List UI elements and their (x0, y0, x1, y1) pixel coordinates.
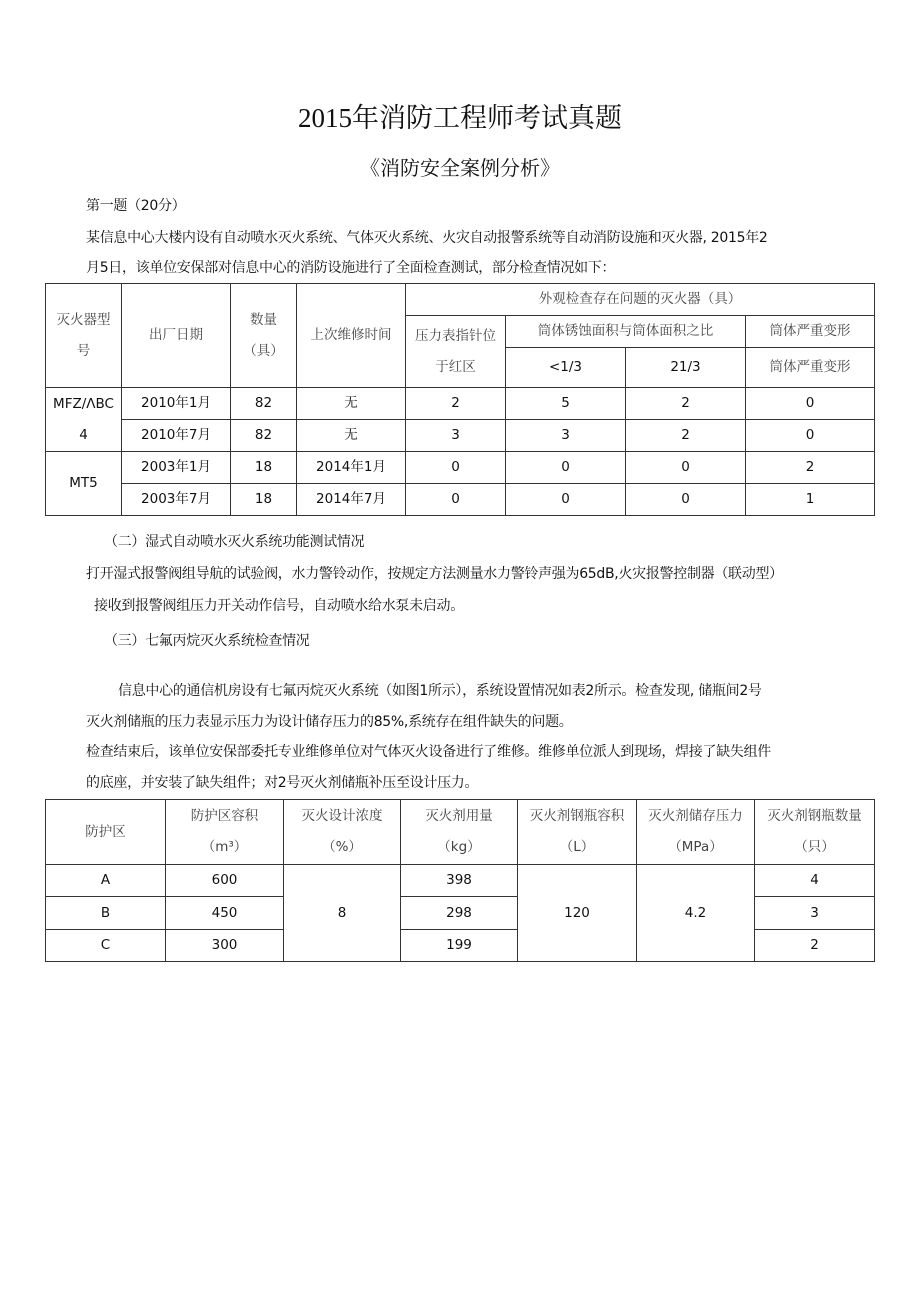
header-zone: 防护区 (46, 800, 166, 865)
table-row (46, 484, 875, 516)
header-line2: （%） (322, 839, 362, 855)
agent-cell: 398 (401, 865, 518, 897)
header-line1: 灭火剂用量 (425, 808, 493, 824)
header-model-line1: 灭火器型 (56, 311, 111, 328)
header-rust-lt: <1/3 (506, 348, 626, 388)
intro-paragraph-line-1: 某信息中心大楼内设有自动喷水灭火系统、气体灭火系统、火灾自动报警系统等自动消防设施和灭火器, 2015年2 (86, 230, 768, 246)
header-design-concentration (284, 800, 401, 865)
header-line1: 灭火剂储存压力 (648, 808, 743, 824)
header-deformation-sub: 筒体严重变形 (746, 348, 875, 388)
bottle-count-cell: 2 (755, 930, 875, 962)
model-line1: MFZ/ΛBC (53, 395, 114, 412)
rust-ge-cell: 2 (626, 388, 746, 420)
section2-line-1: 打开湿式报警阀组导航的试验阀，水力警铃动作，按规定方法测量水力警铃声强为65dB,火灾报警控制器（联动型） (86, 566, 783, 582)
maint-cell: 2014年1月 (297, 452, 406, 484)
header-rust-ratio-group: 筒体锈蚀面积与筒体面积之比 (506, 316, 746, 348)
header-deformation: 筒体严重变形 (746, 316, 875, 348)
qty-cell: 82 (231, 420, 297, 452)
rust-ge-cell: 0 (626, 484, 746, 516)
zone-cell: C (46, 930, 166, 962)
agent-cell: 199 (401, 930, 518, 962)
storage-pressure-cell: 4.2 (637, 865, 755, 962)
pressure-cell: 2 (406, 388, 506, 420)
heptafluoropropane-system-table (45, 799, 875, 962)
zone-cell: B (46, 897, 166, 930)
deform-cell: 0 (746, 420, 875, 452)
header-line2: （MPa） (668, 839, 723, 855)
rust-lt-cell: 0 (506, 452, 626, 484)
header-visual-inspection-group: 外观检查存在问题的灭火器（具） (406, 284, 875, 316)
table-row (46, 420, 875, 452)
qty-cell: 18 (231, 452, 297, 484)
header-pressure-line2: 于红区 (435, 358, 476, 375)
document-subtitle: 《消防安全案例分析》 (360, 158, 560, 180)
section3-line-1: 信息中心的通信机房设有七氟丙烷灭火系统（如图1所示），系统设置情况如表2所示。检查发现, 储瓶间2号 (118, 683, 762, 699)
concentration-cell: 8 (284, 865, 401, 962)
rust-lt-cell: 3 (506, 420, 626, 452)
date-cell: 2003年1月 (122, 452, 231, 484)
bottle-count-cell: 3 (755, 897, 875, 930)
model-cell (46, 388, 122, 452)
deform-cell: 1 (746, 484, 875, 516)
deform-cell: 2 (746, 452, 875, 484)
bottle-volume-cell: 120 (518, 865, 637, 962)
section3-line-2: 灭火剂储瓶的压力表显示压力为设计储存压力的85%,系统存在组件缺失的问题。 (86, 714, 573, 730)
volume-cell: 450 (166, 897, 284, 930)
maint-cell: 无 (297, 420, 406, 452)
header-agent-amount (401, 800, 518, 865)
header-storage-pressure (637, 800, 755, 865)
qty-cell: 18 (231, 484, 297, 516)
model-line2: 4 (79, 426, 88, 443)
header-quantity-line1: 数量 (250, 311, 277, 328)
volume-cell: 600 (166, 865, 284, 897)
header-line1: 灭火设计浓度 (301, 808, 383, 824)
table-row (46, 865, 875, 897)
header-manufacture-date: 出厂日期 (122, 284, 231, 388)
header-line2: （L） (559, 839, 595, 855)
header-zone-volume (166, 800, 284, 865)
maint-cell: 2014年7月 (297, 484, 406, 516)
pressure-cell: 3 (406, 420, 506, 452)
date-cell: 2010年7月 (122, 420, 231, 452)
header-line1: 防护区容积 (190, 808, 259, 824)
deform-cell: 0 (746, 388, 875, 420)
header-model (46, 284, 122, 388)
header-line1: 灭火剂钢瓶数量 (767, 808, 862, 824)
header-bottle-volume (518, 800, 637, 865)
rust-ge-cell: 0 (626, 452, 746, 484)
bottle-count-cell: 4 (755, 865, 875, 897)
section3-line-3: 检查结束后，该单位安保部委托专业维修单位对气体灭火设备进行了维修。维修单位派人到现场，焊接了缺失组件 (86, 744, 771, 760)
section2-line-2: 接收到报警阀组压力开关动作信号，自动喷水给水泵未启动。 (94, 598, 464, 614)
date-cell: 2003年7月 (122, 484, 231, 516)
header-bottle-count (755, 800, 875, 865)
header-last-maintenance: 上次维修时间 (297, 284, 406, 388)
pressure-cell: 0 (406, 484, 506, 516)
extinguisher-inspection-table (45, 283, 875, 516)
table-row (46, 388, 875, 420)
qty-cell: 82 (231, 388, 297, 420)
date-cell: 2010年1月 (122, 388, 231, 420)
header-line2: （m³） (201, 839, 248, 855)
header-quantity (231, 284, 297, 388)
header-pressure-line1: 压力表指针位 (415, 327, 496, 344)
volume-cell: 300 (166, 930, 284, 962)
model-cell: MT5 (46, 452, 122, 516)
question-label: 第一题（20分） (86, 198, 186, 214)
header-line2: （kg） (437, 839, 481, 855)
rust-ge-cell: 2 (626, 420, 746, 452)
zone-cell: A (46, 865, 166, 897)
header-rust-ge: 21/3 (626, 348, 746, 388)
header-quantity-line2: （具） (243, 342, 284, 359)
section3-line-4: 的底座，并安装了缺失组件；对2号灭火剂储瓶补压至设计压力。 (86, 775, 479, 791)
table-row (46, 452, 875, 484)
agent-cell: 298 (401, 897, 518, 930)
rust-lt-cell: 0 (506, 484, 626, 516)
header-line2: （只） (794, 839, 835, 855)
section2-heading: （二）湿式自动喷水灭火系统功能测试情况 (104, 534, 365, 550)
header-pressure-red-zone (406, 316, 506, 388)
rust-lt-cell: 5 (506, 388, 626, 420)
section3-heading: （三）七氟丙烷灭火系统检查情况 (104, 633, 310, 649)
header-line1: 灭火剂钢瓶容积 (529, 808, 625, 824)
maint-cell: 无 (297, 388, 406, 420)
pressure-cell: 0 (406, 452, 506, 484)
header-model-line2: 号 (76, 342, 91, 359)
document-title: 2015年消防工程师考试真题 (298, 103, 622, 133)
intro-paragraph-line-2: 月5日，该单位安保部对信息中心的消防设施进行了全面检查测试，部分检查情况如下： (86, 260, 616, 276)
